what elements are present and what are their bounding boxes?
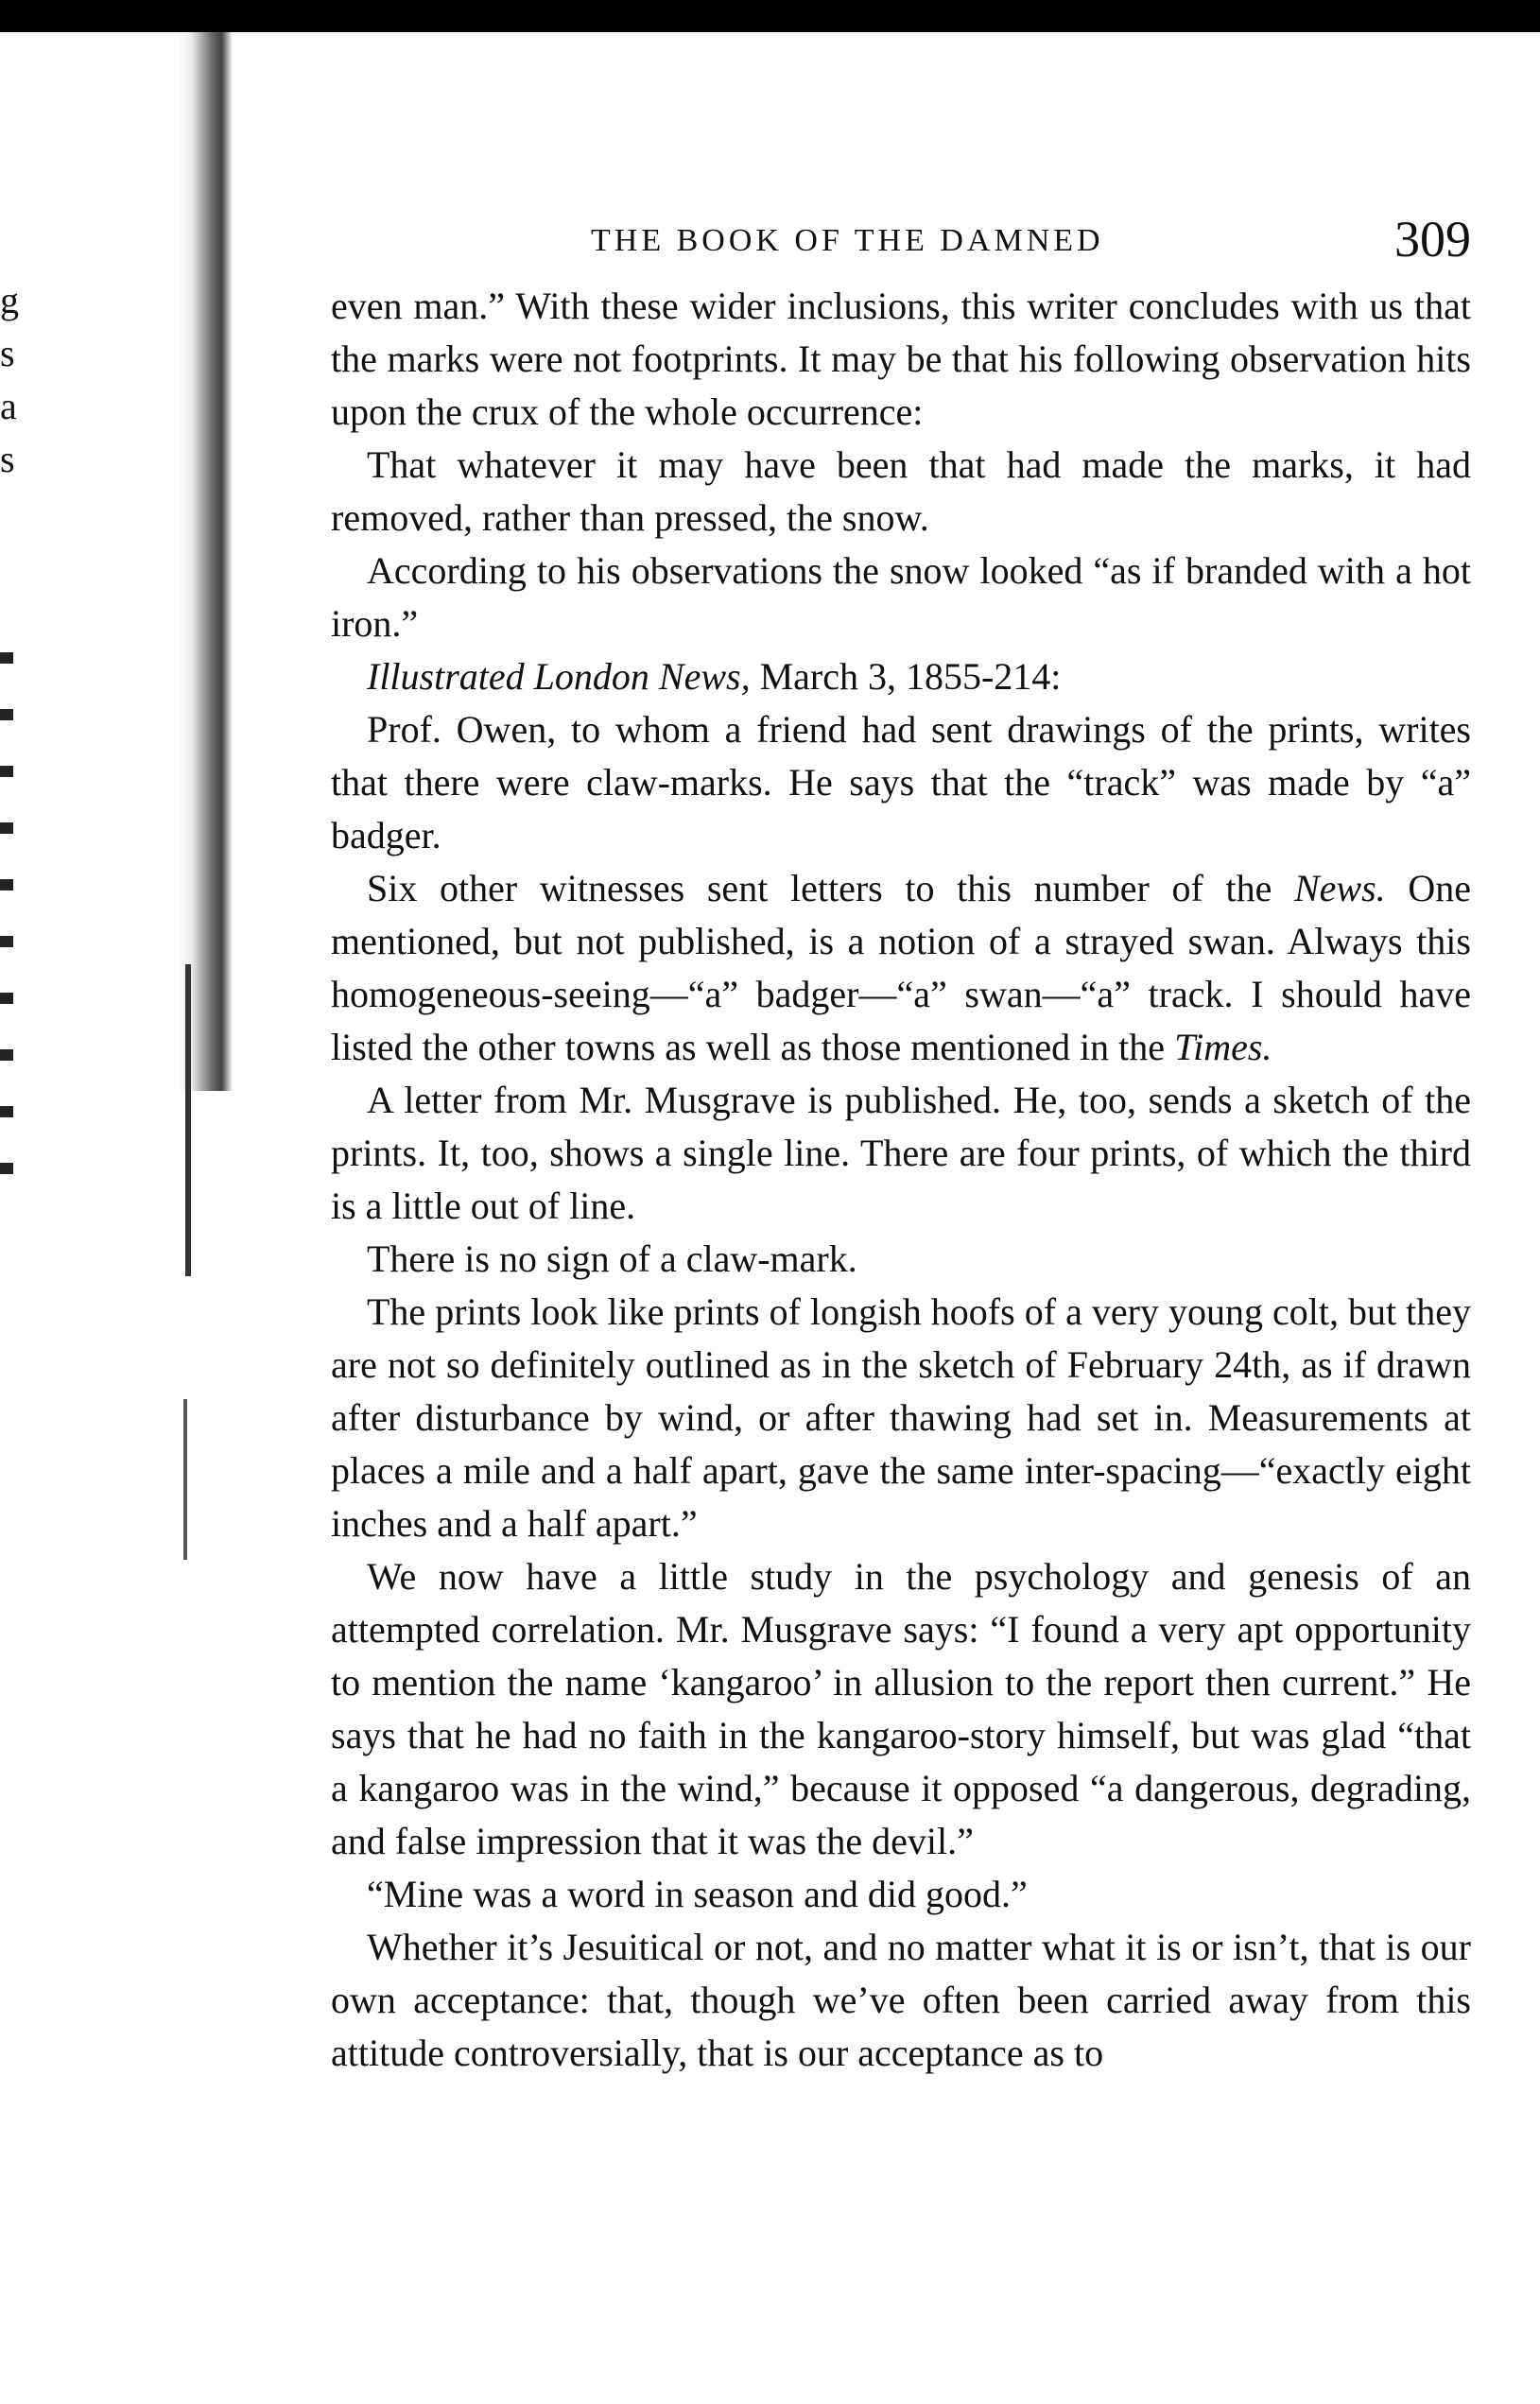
publication-title: News. (1294, 867, 1386, 909)
paragraph-text: Six other witnesses sent letters to this number of the (367, 867, 1294, 909)
paragraph: There is no sign of a claw-mark. (367, 1237, 857, 1280)
edge-letter: a (0, 385, 17, 427)
paragraph (331, 862, 1471, 1074)
paragraph: Prof. Owen, to whom a friend had sent drawings of the prints, writes that there were claw-marks. He says that the “track” was made by “a” badger. (331, 708, 1471, 856)
paragraph: That whatever it may have been that had made the marks, it had removed, rather than pressed, the snow. (331, 443, 1471, 539)
binding-gutter-mark (185, 964, 191, 1276)
citation-paragraph (331, 650, 1471, 703)
paragraph: Whether it’s Jesuitical or not, and no matter what it is or isn’t, that is our own acceptance: that, though we’ve often been carried away from this attitude controversially, that is our acceptance as to (331, 1926, 1471, 2074)
paragraph: A letter from Mr. Musgrave is published. He, too, sends a sketch of the prints. It, too, shows a single line. There are four prints, of which the third is a little out of line. (331, 1079, 1471, 1227)
publication-title: Illustrated London News, (367, 655, 751, 698)
publication-title: Times. (1174, 1026, 1272, 1068)
edge-letter: s (0, 332, 15, 374)
paragraph: According to his observations the snow looked “as if branded with a hot iron.” (331, 549, 1471, 645)
facing-page-edge-letters (0, 274, 23, 486)
paragraph: “Mine was a word in season and did good.” (367, 1873, 1028, 1915)
binding-gutter-mark-lower (183, 1399, 187, 1560)
page-number: 309 (1394, 211, 1471, 268)
page-header (331, 210, 1471, 276)
paragraph-continued: even man.” With these wider inclusions, this writer concludes with us that the marks were not footprints. It may be that his following observation hits upon the crux of the whole occurrence: (331, 285, 1471, 433)
binding-gutter-shadow (178, 32, 233, 1091)
scan-top-border (0, 0, 1540, 32)
facing-page-edge-marks (0, 652, 13, 1182)
citation-detail: March 3, 1855-214: (750, 655, 1062, 698)
paragraph: The prints look like prints of longish hoofs of a very young colt, but they are not so definitely outlined as in the sketch of February 24th, as if drawn after disturbance by wind, or after thawing had set in. Measurements at places a mile and a half apart, gave the same inter-spacing—“exactly eight inches and a half apart.” (331, 1290, 1471, 1545)
edge-letter: g (0, 279, 19, 321)
body-text (331, 280, 1471, 2080)
edge-letter: s (0, 438, 15, 480)
running-head: THE BOOK OF THE DAMNED (591, 223, 1104, 258)
paragraph: We now have a little study in the psychology and genesis of an attempted correlation. Mr. Musgrave says: “I found a very apt opportunity to mention the name ‘kangaroo’ in allusion to the report then current.” He says that he had no faith in the kangaroo-story himself, but was glad “that a kangaroo was in the wind,” because it opposed “a dangerous, degrading, and false impression that it was the devil.” (331, 1555, 1471, 1862)
paragraph-text: One mentioned, but not published, is a notion of a strayed swan. Always this homogeneous-seeing—“a” badger—“a” swan—“a” track. I should have listed the other towns as well as those mentioned in the (331, 867, 1471, 1068)
